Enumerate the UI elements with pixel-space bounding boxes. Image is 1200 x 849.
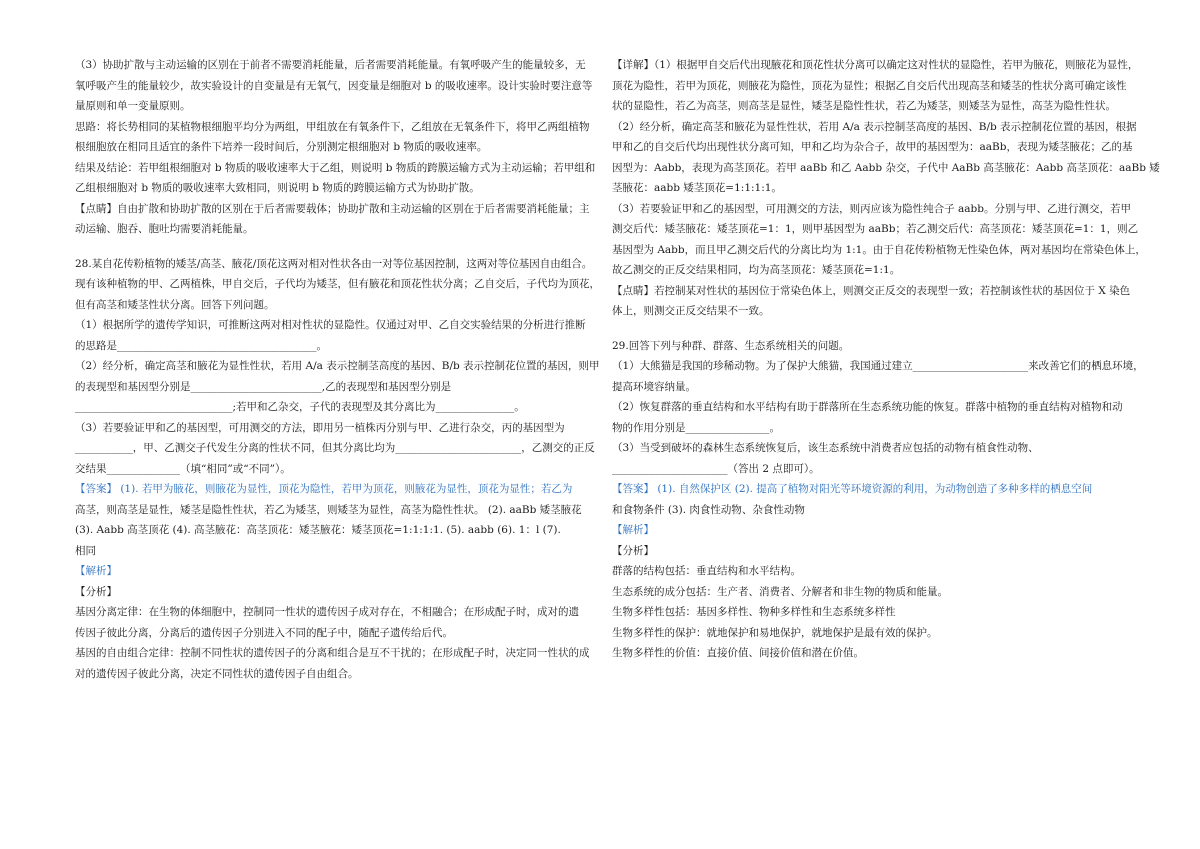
text-line: （2）经分析，确定高茎和腋花为显性性状，若用 A/a 表示控制茎高度的基因、B/b 表示控制花位置的基因，则甲	[75, 360, 600, 372]
text-line: 的表现型和基因型分别是_________________________,乙的表现型和基因型分别是	[75, 380, 452, 393]
left-column	[75, 55, 605, 684]
text-line: 29.回答下列与种群、群落、生态系统相关的问题。	[612, 339, 850, 352]
text-line: 【答案】 (1). 自然保护区 (2). 提高了植物对阳光等环境资源的利用，为动物创造了多种多样的栖息空间	[612, 483, 1093, 495]
text-line: 思路：将长势相同的某植物根细胞平均分为两组，甲组放在有氧条件下，乙组放在无氧条件下，将甲乙两组植物	[75, 120, 590, 133]
text-line: （3）若要验证甲和乙的基因型，可用测交的方法，即用另一植株丙分别与甲、乙进行杂交，丙的基因型为	[75, 421, 565, 434]
text-line: 【答案】 (1). 若甲为腋花，则腋花为显性，顶花为隐性，若甲为顶花，则腋花为显性，顶花为显性；若乙为	[75, 483, 573, 495]
text-line: 顶花为隐性，若甲为顶花，则腋花为隐性，顶花为显性；根据乙自交后代出现高茎和矮茎的性状分离可确定该性	[612, 79, 1127, 92]
text-line: （2）经分析，确定高茎和腋花为显性性状，若用 A/a 表示控制茎高度的基因、B/b 表示控制花位置的基因，根据	[612, 120, 1137, 133]
text-line: (3). Aabb 高茎顶花 (4). 高茎腋花：高茎顶花：矮茎腋花：矮茎顶花=1:1:1:1. (5). aabb (6). 1：l (7).	[75, 524, 561, 536]
text-line: ___________，甲、乙测交子代发生分离的性状不同，但其分离比均为________________________，乙测交的正反	[75, 442, 595, 454]
text-line: 生物多样性包括：基因多样性、物种多样性和生态系统多样性	[612, 606, 896, 618]
text-line: 故乙测交的正反交结果相同，均为高茎顶花：矮茎顶花=1:1。	[612, 264, 901, 276]
text-line: 【解析】	[75, 565, 117, 577]
text-line: 状的显隐性，若乙为高茎，则高茎是显性，矮茎是隐性性状，若乙为矮茎，则矮茎为显性，高茎为隐性性状。	[612, 100, 1116, 112]
text-line: 基因分离定律：在生物的体细胞中，控制同一性状的遗传因子成对存在，不相融合；在形成配子时，成对的遗	[75, 606, 579, 618]
text-line: 结果及结论：若甲组根细胞对 b 物质的吸收速率大于乙组，则说明 b 物质的跨膜运输方式为主动运输；若甲组和	[75, 161, 596, 174]
text-line: 乙组根细胞对 b 物质的吸收速率大致相同，则说明 b 物质的跨膜运输方式为协助扩散。	[75, 182, 480, 194]
text-line: 茎腋花：aabb 矮茎顶花=1:1:1:1。	[612, 182, 782, 194]
text-line: 基因型为 Aabb，而且甲乙测交后代的分离比均为 1:1。由于自花传粉植物无性染色体，两对基因均在常染色体上，	[612, 243, 1146, 256]
text-line: 【分析】	[75, 585, 117, 598]
text-line: 群落的结构包括：垂直结构和水平结构。	[612, 565, 801, 577]
paragraph-gap	[612, 322, 1142, 336]
text-line: （1）大熊猫是我国的珍稀动物。为了保护大熊猫，我国通过建立______________________来改善它们的栖息环境，	[612, 360, 1144, 372]
text-line: 基因的自由组合定律：控制不同性状的遗传因子的分离和组合是互不干扰的；在形成配子时，决定同一性状的成	[75, 647, 590, 659]
text-line: 【点睛】自由扩散和协助扩散的区别在于后者需要载体；协助扩散和主动运输的区别在于后者需要消耗能量；主	[75, 202, 590, 215]
text-line: 氧呼吸产生的能量较少，故实验设计的自变量是有无氧气，因变量是细胞对 b 的吸收速率。设计实验时要注意等	[75, 79, 593, 92]
text-line: 甲和乙的自交后代均出现性状分离可知，甲和乙均为杂合子，故甲的基因型为：aaBb，表现为矮茎腋花；乙的基	[612, 141, 1133, 153]
text-line: （2）恢复群落的垂直结构和水平结构有助于群落所在生态系统功能的恢复。群落中植物的垂直结构对植物和动	[612, 401, 1123, 413]
text-line: 和食物条件 (3). 肉食性动物、杂食性动物	[612, 503, 805, 516]
text-line: 高茎，则高茎是显性，矮茎是隐性性状，若乙为矮茎，则矮茎为显性，高茎为隐性性状。 (2). aaBb 矮茎腋花	[75, 503, 582, 516]
text-line: 【点睛】若控制某对性状的基因位于常染色体上，则测交正反交的表现型一致；若控制该性状的基因位于 X 染色	[612, 284, 1131, 297]
text-line: 交结果______________（填“相同”或“不同”）。	[75, 462, 291, 475]
text-line: 生物多样性的保护：就地保护和易地保护，就地保护是最有效的保护。	[612, 626, 938, 639]
text-line: （3）当受到破坏的森林生态系统恢复后，该生态系统中消费者应包括的动物有植食性动物、	[612, 442, 1039, 454]
text-line: 现有该种植物的甲、乙两植株，甲自交后，子代均为矮茎，但有腋花和顶花性状分离；乙自交后，子代均为顶花，	[75, 278, 600, 290]
text-line: ______________________________;若甲和乙杂交，子代的表现型及其分离比为_______________。	[75, 401, 525, 413]
text-line: 相同	[75, 544, 96, 557]
right-column	[612, 55, 1160, 664]
text-line: 生物多样性的价值：直接价值、间接价值和潜在价值。	[612, 647, 864, 659]
text-line: 生态系统的成分包括：生产者、消费者、分解者和非生物的物质和能量。	[612, 585, 948, 598]
text-line: （3）协助扩散与主动运输的区别在于前者不需要消耗能量，后者需要消耗能量。有氧呼吸产生的能量较多，无	[75, 59, 586, 71]
text-line: 动运输、胞吞、胞吐均需要消耗能量。	[75, 223, 254, 235]
text-line: 因型为：Aabb，表现为高茎顶花。若甲 aaBb 和乙 Aabb 杂交，子代中 AaBb 高茎腋花：Aabb 高茎顶花：aaBb 矮	[612, 161, 1160, 174]
text-line: 物的作用分别是________________。	[612, 421, 780, 434]
paragraph-gap	[75, 240, 605, 254]
text-line: 28.某自花传粉植物的矮茎/高茎、腋花/顶花这两对相对性状各由一对等位基因控制，这两对等位基因自由组合。	[75, 257, 593, 270]
text-line: ______________________（答出 2 点即可）。	[612, 462, 820, 475]
text-line: 根细胞放在相同且适宜的条件下培养一段时间后，分别测定根细胞对 b 物质的吸收速率。	[75, 141, 488, 153]
text-line: （1）根据所学的遗传学知识，可推断这两对相对性状的显隐性。仅通过对甲、乙自交实验结果的分析进行推断	[75, 319, 586, 331]
text-line: 但有高茎和矮茎性状分离。回答下列问题。	[75, 298, 275, 311]
text-line: 【解析】	[612, 524, 654, 536]
text-line: 传因子彼此分离，分离后的遗传因子分别进入不同的配子中，随配子遗传给后代。	[75, 626, 453, 639]
text-line: 量原则和单一变量原则。	[75, 100, 191, 112]
text-line: 对的遗传因子彼此分离，决定不同性状的遗传因子自由组合。	[75, 667, 359, 680]
text-line: （3）若要验证甲和乙的基因型，可用测交的方法，则丙应该为隐性纯合子 aabb。分别与甲、乙进行测交，若甲	[612, 202, 1131, 215]
text-line: 提高环境容纳量。	[612, 380, 696, 393]
text-line: 【详解】（1）根据甲自交后代出现腋花和顶花性状分离可以确定这对性状的显隐性，若甲为腋花，则腋花为显性，	[612, 59, 1139, 71]
text-line: 测交后代：矮茎腋花：矮茎顶花=1：1，则甲基因型为 aaBb；若乙测交后代：高茎顶花：矮茎顶花=1：1，则乙	[612, 223, 1139, 235]
text-line: 体上，则测交正反交结果不一致。	[612, 305, 770, 317]
text-line: 的思路是______________________________________。	[75, 339, 327, 352]
text-line: 【分析】	[612, 544, 654, 557]
